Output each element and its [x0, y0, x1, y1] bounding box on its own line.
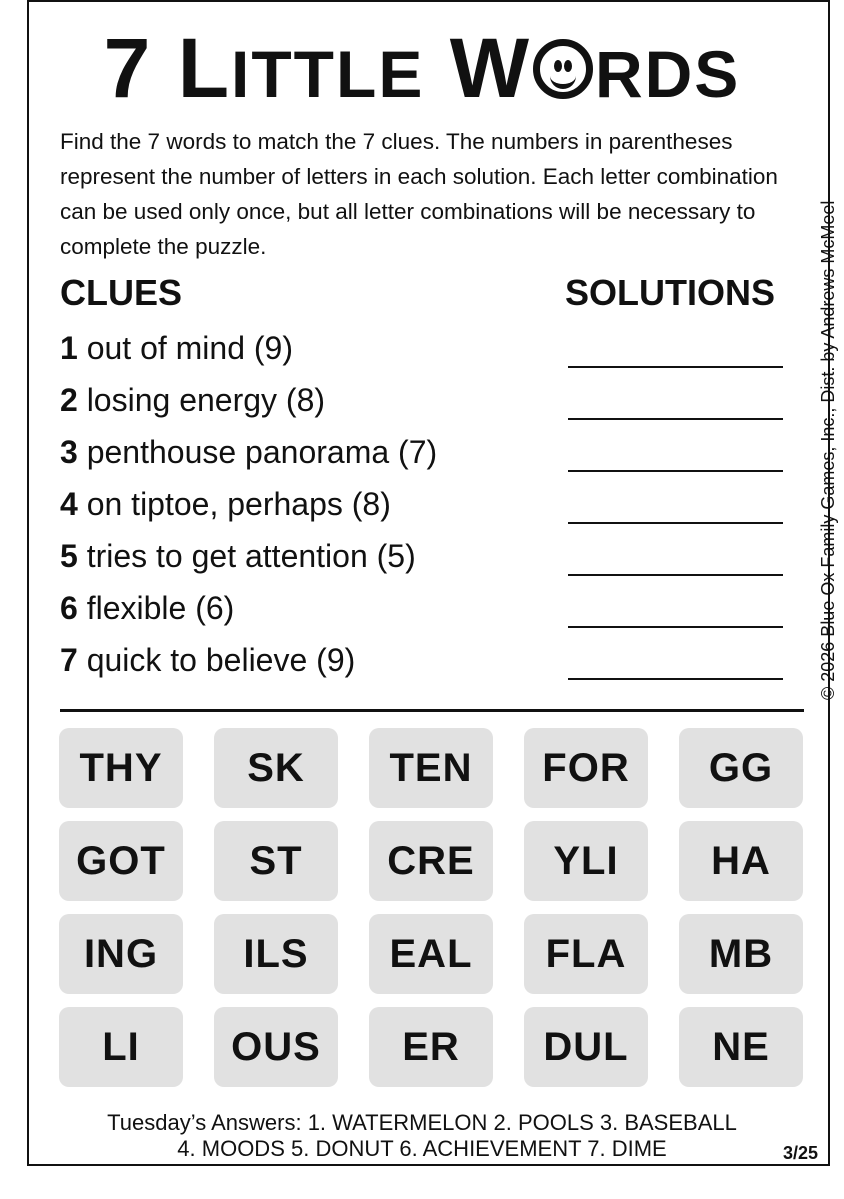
letter-tile[interactable]: FLA	[524, 914, 648, 994]
solution-blank[interactable]	[568, 418, 783, 420]
clue-number: 6	[60, 590, 78, 626]
puzzle-date: 3/25	[783, 1143, 819, 1163]
clue-number: 4	[60, 486, 78, 522]
clue-row	[60, 642, 790, 694]
title-prefix: 7 L	[103, 21, 232, 115]
clue-number: 5	[60, 538, 78, 574]
clue-text: on tiptoe, perhaps (8)	[77, 486, 391, 522]
solutions-header: SOLUTIONS	[565, 272, 776, 313]
clue-row	[60, 330, 790, 382]
solution-blank[interactable]	[568, 522, 783, 524]
clue-number: 2	[60, 382, 78, 418]
answers-line-1: Tuesday’s Answers: 1. WATERMELON 2. POOLS 3. BASEBALL	[107, 1110, 737, 1135]
clue-row	[60, 538, 790, 590]
clue-text: losing energy (8)	[77, 382, 326, 418]
letter-tile[interactable]: OUS	[214, 1007, 338, 1087]
letter-tile[interactable]: HA	[679, 821, 803, 901]
clue-number: 1	[60, 330, 78, 366]
letter-tile[interactable]: LI	[59, 1007, 183, 1087]
smiley-face-icon	[533, 39, 593, 99]
solution-blank[interactable]	[568, 626, 783, 628]
letter-tile[interactable]: GOT	[59, 821, 183, 901]
letter-tile[interactable]: EAL	[369, 914, 493, 994]
clue-text: out of mind (9)	[77, 330, 293, 366]
letter-tile[interactable]: FOR	[524, 728, 648, 808]
clue-text: quick to believe (9)	[77, 642, 356, 678]
letter-tile[interactable]: YLI	[524, 821, 648, 901]
clue-text: flexible (6)	[77, 590, 235, 626]
clue-number: 3	[60, 434, 78, 470]
solution-blank[interactable]	[568, 470, 783, 472]
clue-text: penthouse panorama (7)	[77, 434, 438, 470]
letter-tile[interactable]: ILS	[214, 914, 338, 994]
letter-tile[interactable]: THY	[59, 728, 183, 808]
letter-tile[interactable]: GG	[679, 728, 803, 808]
letter-tile[interactable]: CRE	[369, 821, 493, 901]
letter-tile[interactable]: TEN	[369, 728, 493, 808]
divider	[60, 709, 804, 712]
copyright-credit: © 2026 Blue Ox Family Games, Inc., Dist. by Andrews McMeel	[818, 200, 838, 700]
letter-tile[interactable]: DUL	[524, 1007, 648, 1087]
letter-tile[interactable]: SK	[214, 728, 338, 808]
title-part1: ITTLE	[231, 37, 425, 111]
answers-line-2: 4. MOODS 5. DONUT 6. ACHIEVEMENT 7. DIME	[177, 1136, 667, 1161]
solution-blank[interactable]	[568, 678, 783, 680]
clue-row	[60, 382, 790, 434]
solution-blank[interactable]	[568, 366, 783, 368]
clue-number: 7	[60, 642, 78, 678]
clue-text: tries to get attention (5)	[77, 538, 416, 574]
title-w: W	[449, 21, 531, 115]
letter-tile[interactable]: NE	[679, 1007, 803, 1087]
clues-header: CLUES	[60, 272, 183, 313]
instructions: Find the 7 words to match the 7 clues. The numbers in parentheses represent the number of letters in each solution. Each letter combination can be used only once, but all letter combinations will be necessary to complete the puzzle.	[60, 129, 778, 259]
solution-blank[interactable]	[568, 574, 783, 576]
title-part2: RDS	[594, 37, 741, 111]
previous-answers	[0, 1110, 844, 1162]
clue-row	[60, 486, 790, 538]
letter-tile[interactable]: ST	[214, 821, 338, 901]
letter-tile[interactable]: ER	[369, 1007, 493, 1087]
clue-row	[60, 590, 790, 642]
letter-tile[interactable]: MB	[679, 914, 803, 994]
puzzle-title	[0, 18, 844, 124]
clue-row	[60, 434, 790, 486]
letter-tile[interactable]: ING	[59, 914, 183, 994]
